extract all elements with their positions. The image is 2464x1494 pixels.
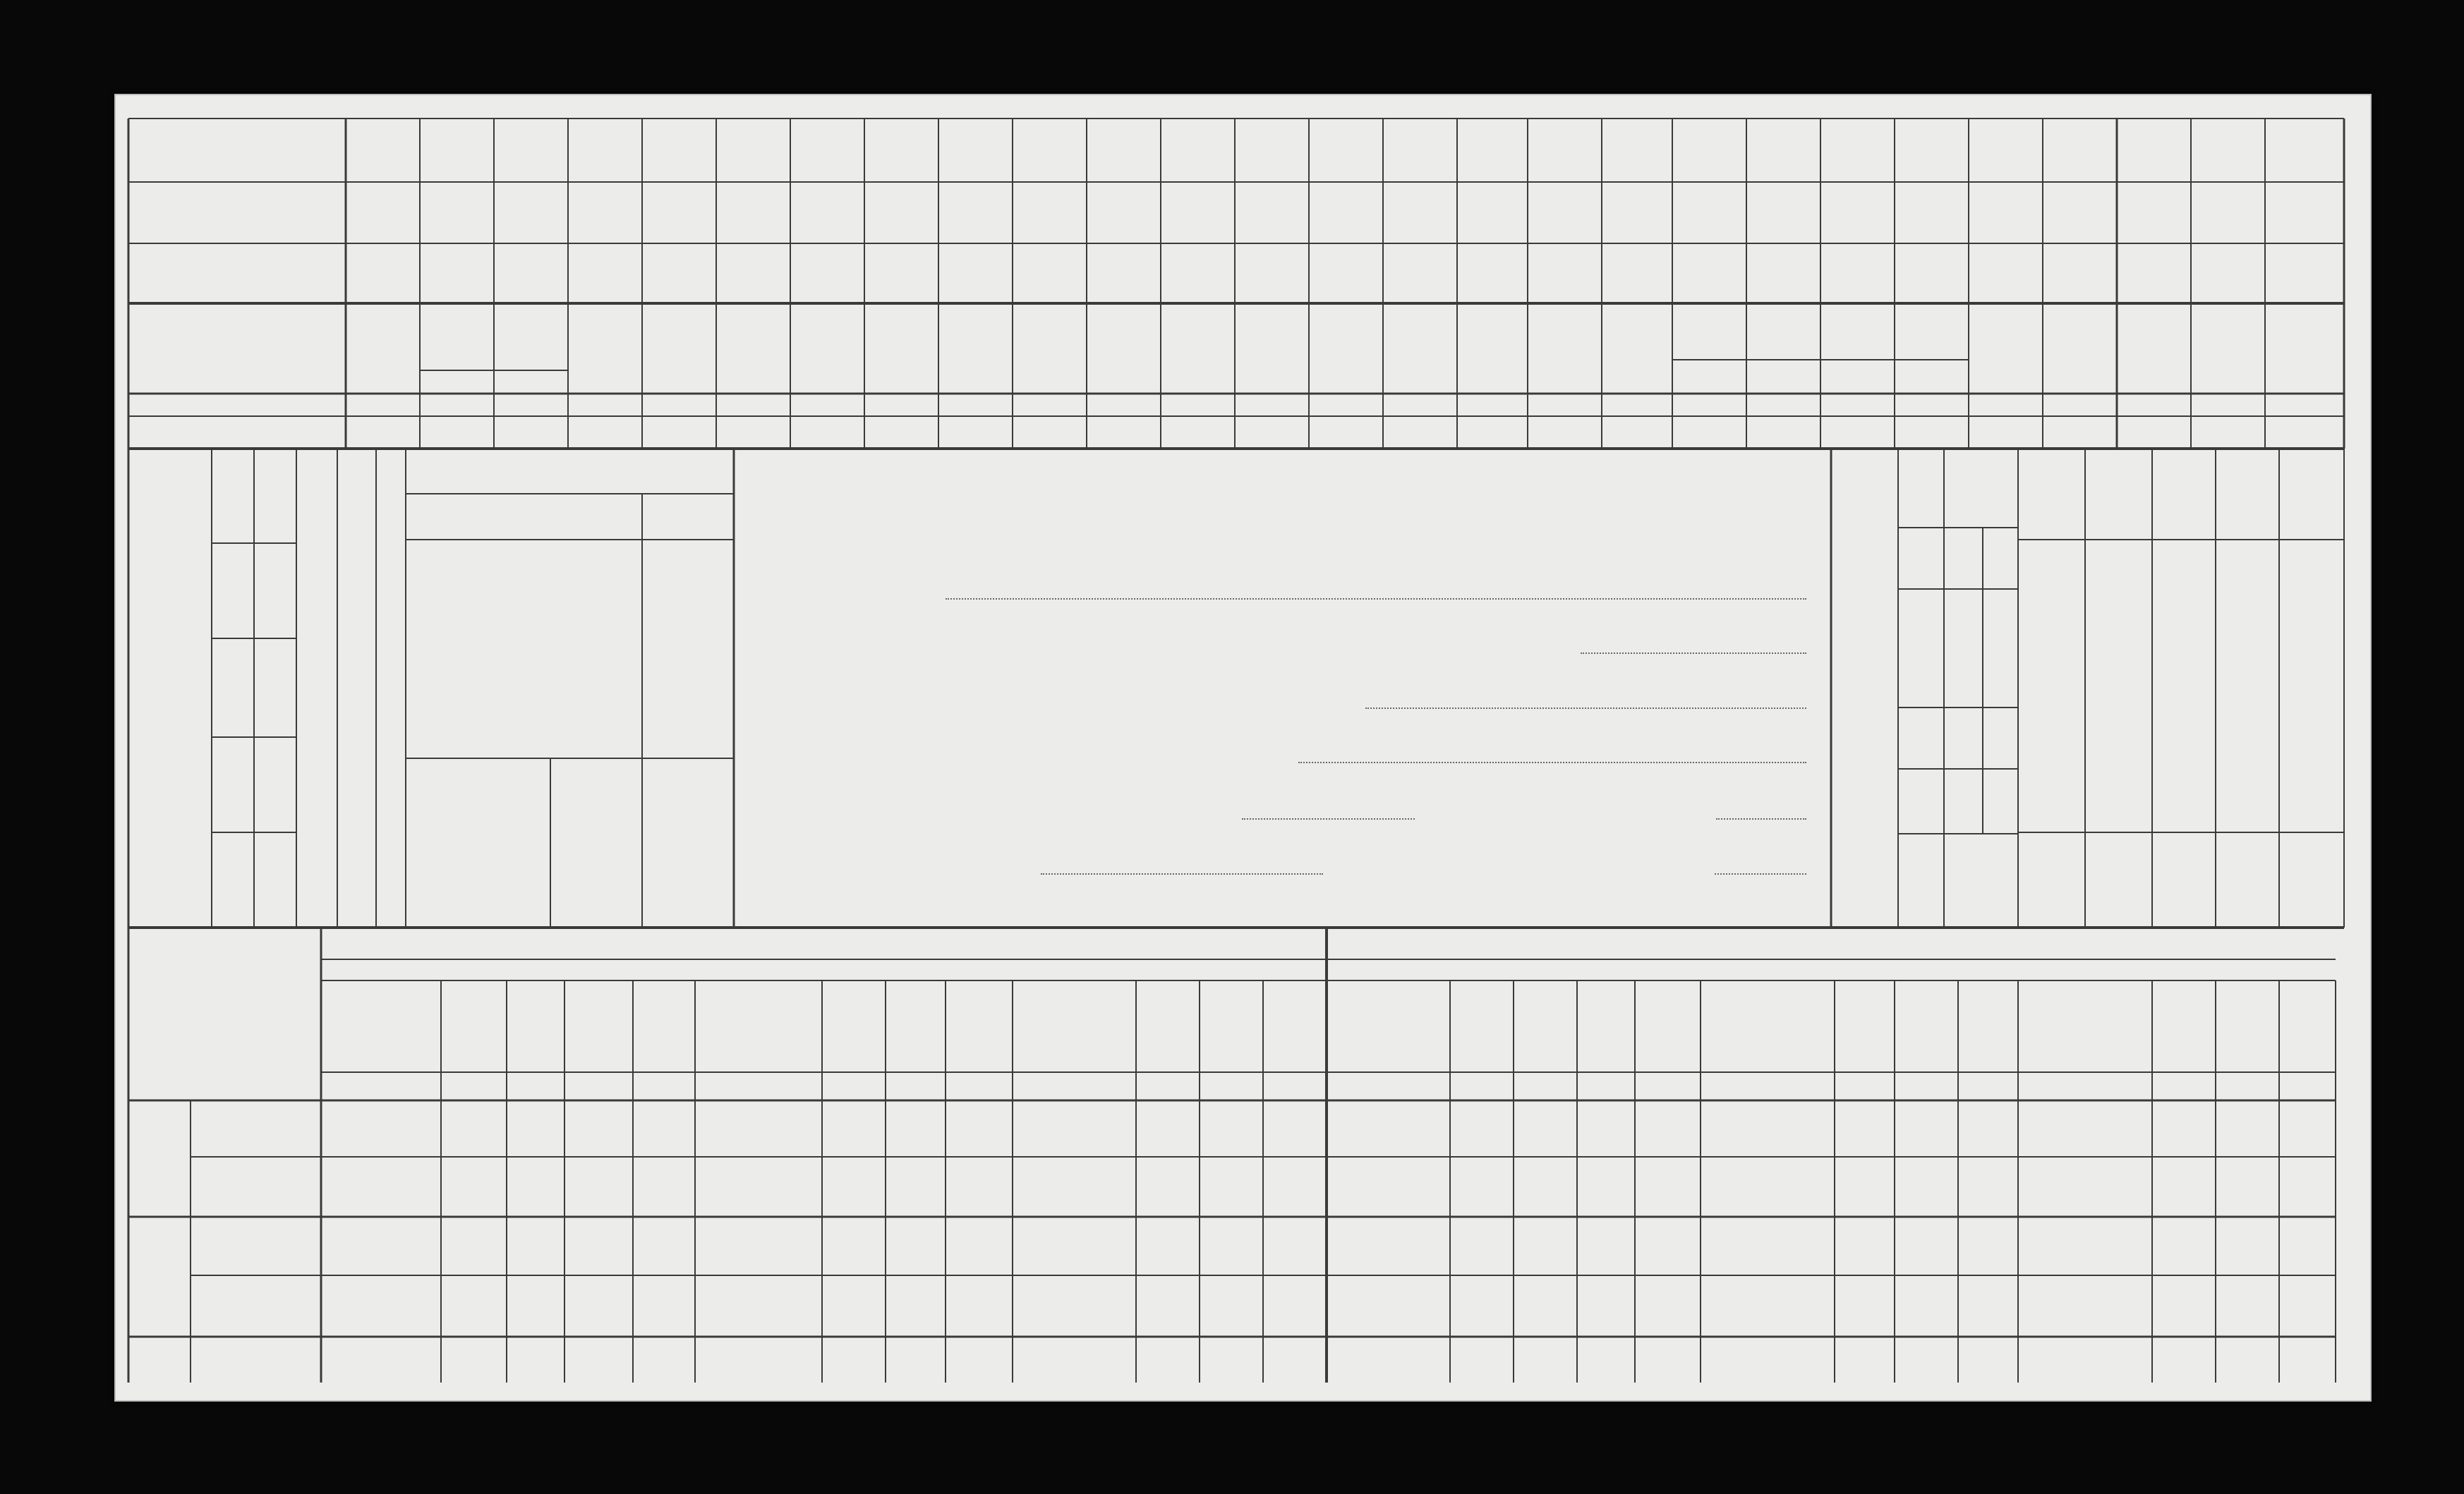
fill-in-line bbox=[1716, 818, 1806, 820]
fill-in-line bbox=[946, 598, 1806, 600]
fill-in-line bbox=[1298, 762, 1806, 763]
fill-in-line bbox=[1242, 818, 1415, 820]
fill-in-line bbox=[1581, 652, 1806, 654]
fill-in-line bbox=[1365, 707, 1806, 709]
fill-in-line bbox=[1715, 873, 1806, 875]
fill-in-line bbox=[1041, 873, 1323, 875]
